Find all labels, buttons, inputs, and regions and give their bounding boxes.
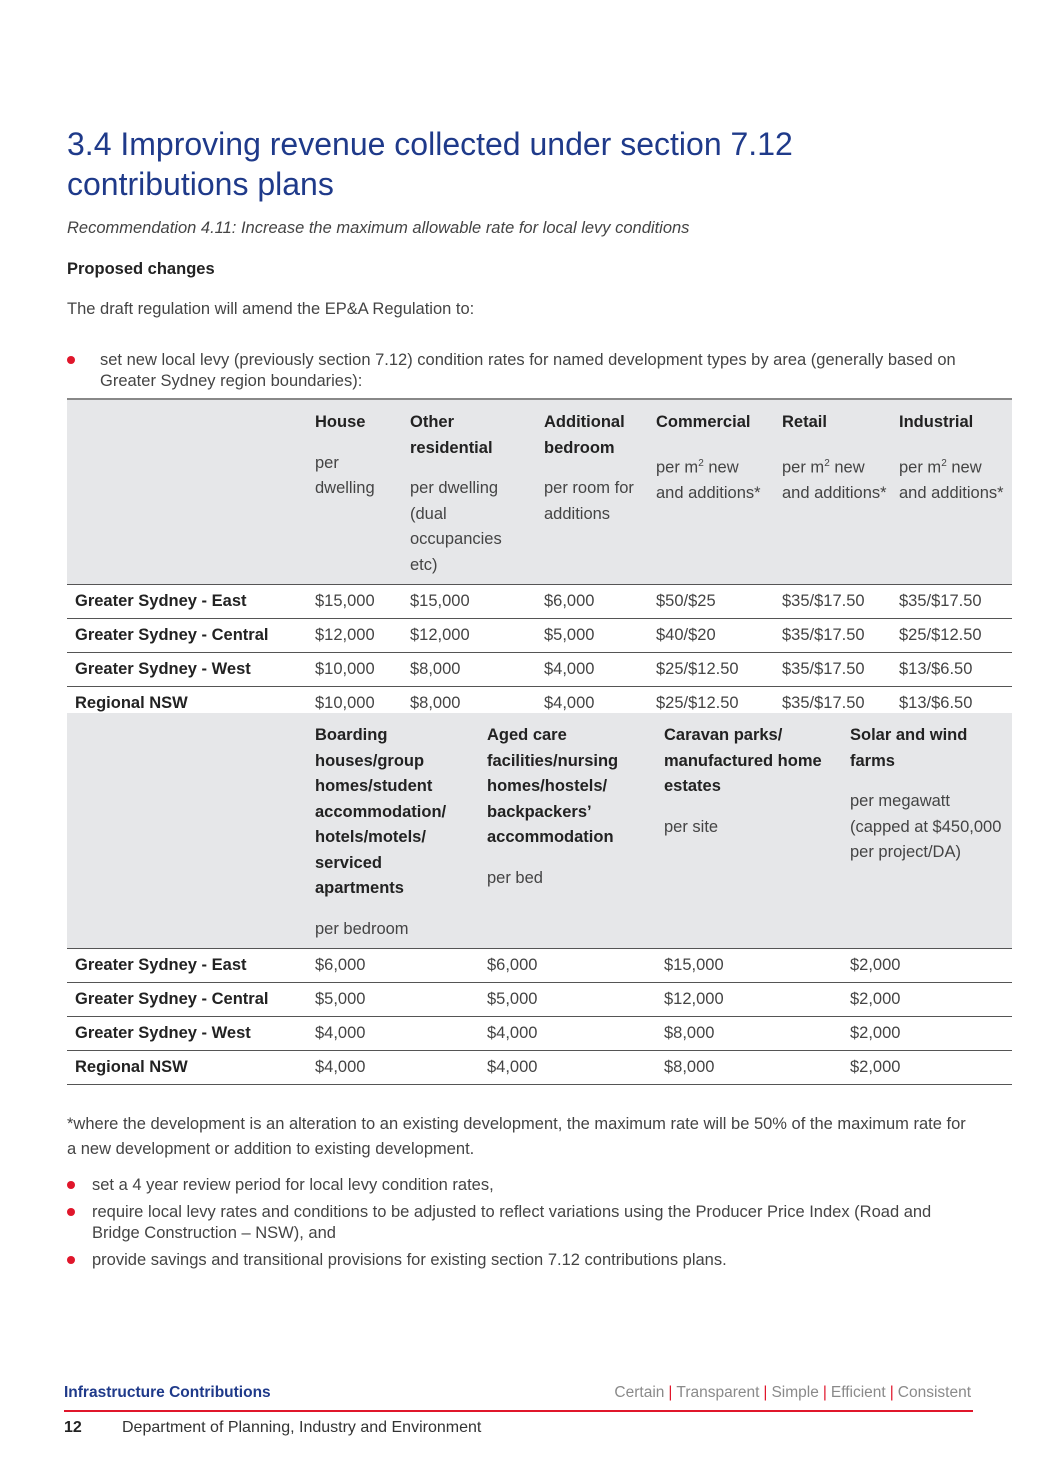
table-cell: $4,000 (536, 653, 648, 687)
table-cell: $8,000 (402, 687, 536, 721)
table-cell: $5,000 (307, 983, 479, 1017)
bullet-item (67, 1175, 967, 1196)
column-header: Aged care facilities/nursing homes/hostels/ backpackers’ accommodation (487, 726, 619, 846)
table-cell: $10,000 (307, 653, 402, 687)
table-cell: $8,000 (656, 1017, 842, 1051)
column-unit: per dwelling (315, 453, 375, 497)
table-cell: $6,000 (307, 949, 479, 983)
table-cell: $4,000 (479, 1051, 656, 1085)
tagline-word: Transparent (676, 1384, 760, 1401)
table-cell: $35/$17.50 (891, 585, 1012, 619)
tagline-separator: | (889, 1384, 894, 1401)
column-unit: per dwelling (dual occupancies etc) (410, 479, 502, 574)
column-header: Commercial (656, 413, 751, 431)
table-cell: $35/$17.50 (774, 619, 891, 653)
table-row (67, 949, 1012, 983)
tagline-word: Consistent (897, 1384, 971, 1401)
table-header-cell (479, 713, 656, 949)
table-cell: $2,000 (842, 1051, 1012, 1085)
table-cell: $5,000 (536, 619, 648, 653)
bullet-item (67, 1202, 967, 1244)
bullet-item (67, 1250, 967, 1271)
table-header-row (67, 713, 1012, 949)
proposed-changes-heading: Proposed changes (67, 260, 215, 278)
table-cell: $40/$20 (648, 619, 774, 653)
table-header-cell (774, 399, 891, 585)
column-unit: per $m^2$ new and additions* (656, 457, 761, 502)
bullet-dot-icon (67, 1181, 75, 1189)
table-cell: $4,000 (307, 1017, 479, 1051)
bullet-text: set a 4 year review period for local levy condition rates, (92, 1176, 494, 1194)
table-header-cell (536, 399, 648, 585)
intro-paragraph: The draft regulation will amend the EP&A Regulation to: (67, 300, 475, 318)
table-cell: $5,000 (479, 983, 656, 1017)
table-cell: $4,000 (307, 1051, 479, 1085)
table-header-empty (67, 713, 307, 949)
table-row (67, 1017, 1012, 1051)
table-cell: $12,000 (402, 619, 536, 653)
table-header-row (67, 399, 1012, 585)
footer-brand: Infrastructure Contributions (64, 1384, 271, 1401)
table-cell: $4,000 (536, 687, 648, 721)
table-header-cell (842, 713, 1012, 949)
row-label: Greater Sydney - East (67, 585, 307, 619)
tagline-word: Simple (771, 1384, 819, 1401)
table-footnote: *where the development is an alteration to an existing development, the maximum rate will be 50% of the maximum rate for a new development or addition to existing development. (67, 1115, 966, 1158)
column-header: Other residential (410, 413, 493, 457)
footer-department: Department of Planning, Industry and Environment (122, 1419, 482, 1436)
table-cell: $13/$6.50 (891, 653, 1012, 687)
tagline-separator: | (822, 1384, 827, 1401)
bullet-dot-icon (67, 1256, 75, 1264)
table-row (67, 653, 1012, 687)
bullet-text: set new local levy (previously section 7.12) condition rates for named development types by area (generally based on Greater Sydney region boundaries): (100, 351, 956, 390)
table-cell: $35/$17.50 (774, 585, 891, 619)
column-header: Industrial (899, 413, 974, 431)
column-unit: per $m^2$ new and additions* (899, 457, 1004, 502)
column-unit: per room for additions (544, 479, 634, 523)
table-row (67, 585, 1012, 619)
column-unit: per bed (487, 868, 543, 887)
table-cell: $13/$6.50 (891, 687, 1012, 721)
table-cell: $25/$12.50 (648, 687, 774, 721)
table-header-empty (67, 399, 307, 585)
table-cell: $8,000 (402, 653, 536, 687)
table-cell: $12,000 (656, 983, 842, 1017)
bullet-text: provide savings and transitional provisions for existing section 7.12 contributions plans. (92, 1251, 727, 1269)
table-cell: $35/$17.50 (774, 653, 891, 687)
table-cell: $2,000 (842, 983, 1012, 1017)
bullet-dot-icon (67, 1208, 75, 1216)
table-cell: $6,000 (536, 585, 648, 619)
tagline-word: Certain (614, 1384, 665, 1401)
column-unit: per site (664, 817, 719, 836)
footer-divider (64, 1410, 973, 1412)
table-cell: $15,000 (307, 585, 402, 619)
tagline-word: Efficient (830, 1384, 886, 1401)
table-cell: $50/$25 (648, 585, 774, 619)
table-header-cell (656, 713, 842, 949)
row-label: Greater Sydney - West (67, 1017, 307, 1051)
table-header-cell (891, 399, 1012, 585)
tagline-separator: | (763, 1384, 768, 1401)
row-label: Regional NSW (67, 687, 307, 721)
row-label: Greater Sydney - Central (67, 619, 307, 653)
column-header: Retail (782, 413, 827, 431)
bullet-item (67, 350, 967, 392)
bullet-dot-icon (67, 356, 75, 364)
column-header: House (315, 413, 366, 431)
table-cell: $15,000 (656, 949, 842, 983)
levy-rates-table-residential-commercial (67, 398, 1012, 721)
column-header: Additional bedroom (544, 413, 625, 457)
page-number: 12 (64, 1419, 82, 1436)
column-header: Boarding houses/group homes/student accommodation/ hotels/motels/ serviced apartments (315, 726, 447, 897)
recommendation-subtitle: Recommendation 4.11: Increase the maximum allowable rate for local levy conditions (67, 219, 690, 237)
table-cell: $2,000 (842, 1017, 1012, 1051)
column-unit: per megawatt (capped at $450,000 per project/DA) (850, 792, 1002, 861)
table-cell: $2,000 (842, 949, 1012, 983)
table-cell: $6,000 (479, 949, 656, 983)
table-cell: $35/$17.50 (774, 687, 891, 721)
table-cell: $8,000 (656, 1051, 842, 1085)
column-header: Caravan parks/ manufactured home estates (664, 726, 822, 795)
table-cell: $25/$12.50 (891, 619, 1012, 653)
footer-tagline (614, 1384, 971, 1402)
row-label: Greater Sydney - West (67, 653, 307, 687)
table-cell: $15,000 (402, 585, 536, 619)
bullet-text: require local levy rates and conditions to be adjusted to reflect variations using the Producer Price Index (Road and Bridge Construction – NSW), and (92, 1203, 932, 1242)
row-label: Regional NSW (67, 1051, 307, 1085)
table-cell: $10,000 (307, 687, 402, 721)
tagline-separator: | (668, 1384, 673, 1401)
table-row (67, 1051, 1012, 1085)
table-row (67, 983, 1012, 1017)
table-header-cell (307, 713, 479, 949)
table-header-cell (402, 399, 536, 585)
column-header: Solar and wind farms (850, 726, 968, 770)
row-label: Greater Sydney - East (67, 949, 307, 983)
table-header-cell (307, 399, 402, 585)
page-title: 3.4 Improving revenue collected under section 7.12 contributions plans (67, 126, 793, 202)
column-unit: per $m^2$ new and additions* (782, 457, 887, 502)
table-cell: $12,000 (307, 619, 402, 653)
levy-rates-table-accommodation-energy (67, 713, 1012, 1085)
row-label: Greater Sydney - Central (67, 983, 307, 1017)
table-cell: $4,000 (479, 1017, 656, 1051)
column-unit: per bedroom (315, 919, 409, 938)
table-row (67, 619, 1012, 653)
table-header-cell (648, 399, 774, 585)
table-cell: $25/$12.50 (648, 653, 774, 687)
